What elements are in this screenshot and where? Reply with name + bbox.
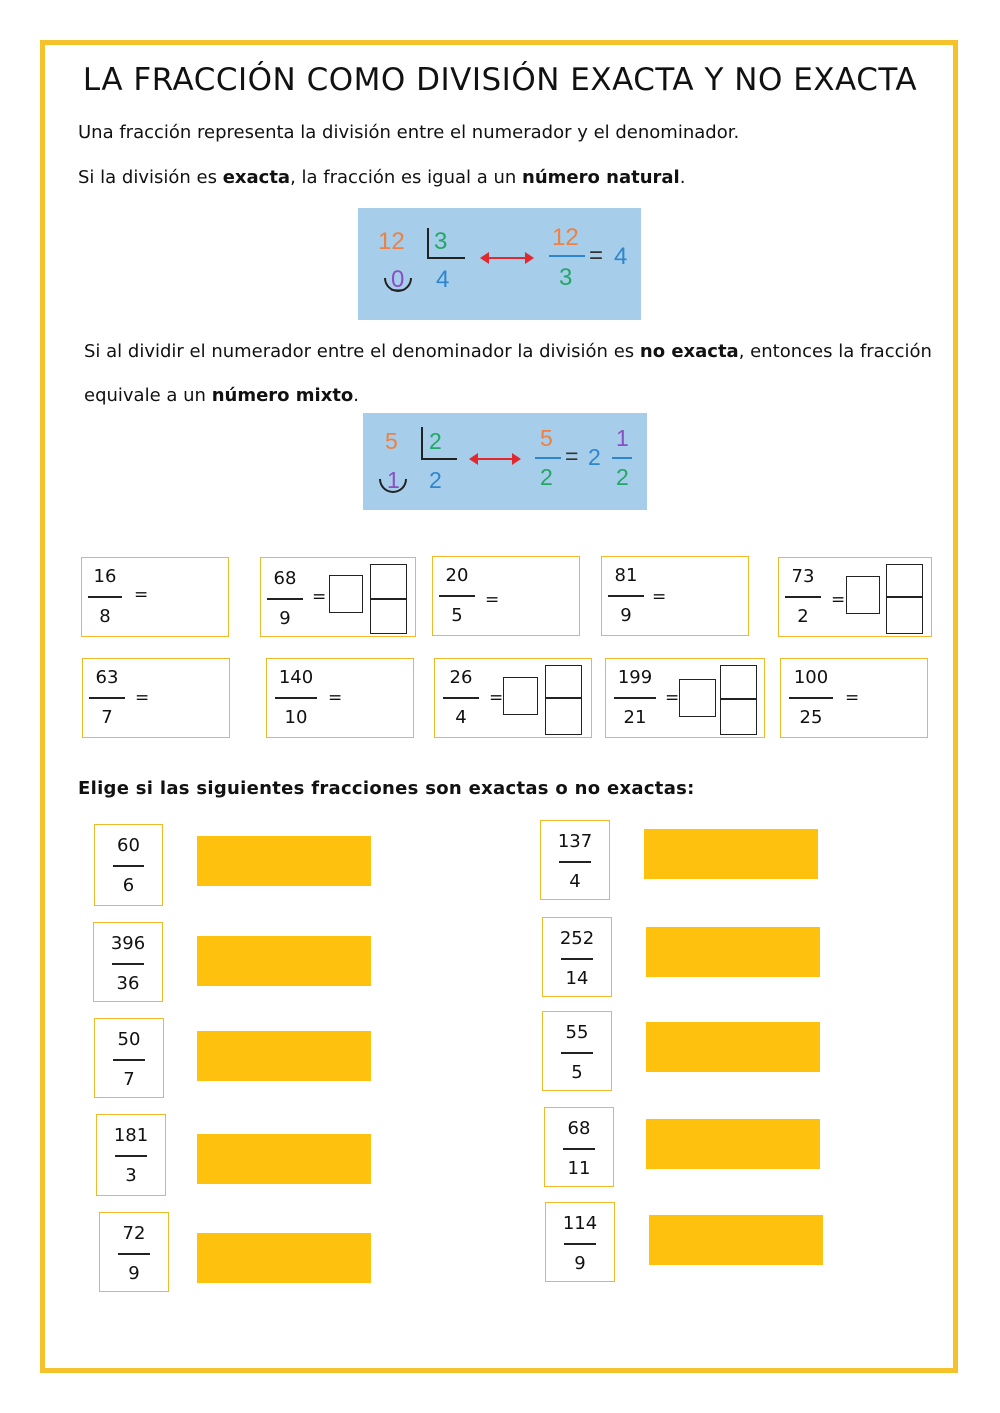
exact-choice-dropdown[interactable] <box>197 1233 371 1283</box>
numerator: 20 <box>445 565 469 586</box>
whole-number-input[interactable] <box>846 576 880 614</box>
exercise-card <box>778 557 932 637</box>
numerator: 16 <box>93 566 117 587</box>
denominator: 4 <box>569 870 581 892</box>
denominator: 5 <box>571 1061 583 1083</box>
exercise-card <box>780 658 928 738</box>
denominator: 11 <box>567 1157 591 1179</box>
numerator: 50 <box>117 1029 141 1050</box>
numerator: 68 <box>567 1118 591 1139</box>
denominator: 9 <box>574 1252 586 1274</box>
numerator: 73 <box>791 566 815 587</box>
equals-sign: = <box>652 587 667 607</box>
denominator: 25 <box>799 706 823 728</box>
exercise-card <box>605 658 765 738</box>
denominator: 6 <box>122 874 135 896</box>
page-title: LA FRACCIÓN COMO DIVISIÓN EXACTA Y NO EXACTA <box>82 62 918 98</box>
denominator: 8 <box>99 605 111 627</box>
denominator: 9 <box>128 1262 140 1284</box>
choice-fraction-card <box>542 917 612 997</box>
exact-choice-dropdown[interactable] <box>197 1134 371 1184</box>
exercise-card <box>260 557 416 637</box>
numerator: 72 <box>122 1223 146 1244</box>
choice-fraction-card <box>94 824 163 906</box>
denominator: 4 <box>455 706 467 728</box>
equals-sign: = <box>135 688 150 708</box>
fraction-input[interactable] <box>886 564 923 634</box>
exact-choice-dropdown[interactable] <box>644 829 818 879</box>
choice-fraction-card <box>544 1107 614 1187</box>
equals-sign: = <box>845 688 860 708</box>
whole-number-input[interactable] <box>503 677 538 715</box>
example-exact-division: 12 3 0 4 12 3 = 4 <box>358 208 641 320</box>
exercise-card <box>266 658 414 738</box>
choice-fraction-card <box>540 820 610 900</box>
denominator: 10 <box>284 706 308 728</box>
intro-line-1: Una fracción representa la división entre el numerador y el denominador. <box>78 122 740 143</box>
equals-sign: = <box>831 590 846 610</box>
instruction: Elige si las siguientes fracciones son exactas o no exactas: <box>78 778 695 799</box>
numerator: 137 <box>557 831 593 852</box>
equals-sign: = <box>665 688 680 708</box>
exact-choice-dropdown[interactable] <box>197 1031 371 1081</box>
exercise-card <box>82 658 230 738</box>
numerator: 100 <box>793 667 829 688</box>
numerator: 181 <box>113 1125 149 1146</box>
intro-line-4: equivale a un número mixto. <box>84 385 360 406</box>
exact-choice-dropdown[interactable] <box>646 1022 820 1072</box>
denominator: 36 <box>116 972 140 994</box>
denominator: 21 <box>623 706 647 728</box>
denominator: 5 <box>451 604 463 626</box>
exercise-card <box>434 658 592 738</box>
denominator: 7 <box>123 1068 135 1090</box>
numerator: 114 <box>562 1213 598 1234</box>
exercise-card <box>601 556 749 636</box>
exact-choice-dropdown[interactable] <box>646 1119 820 1169</box>
numerator: 396 <box>110 933 146 954</box>
choice-fraction-card <box>94 1018 164 1098</box>
choice-fraction-card <box>93 922 163 1002</box>
intro-line-2: Si la división es exacta, la fracción es igual a un número natural. <box>78 167 686 188</box>
whole-number-input[interactable] <box>679 679 716 717</box>
denominator: 7 <box>101 706 113 728</box>
numerator: 252 <box>559 928 595 949</box>
denominator: 14 <box>565 967 589 989</box>
exact-choice-dropdown[interactable] <box>649 1215 823 1265</box>
equals-sign: = <box>485 590 500 610</box>
numerator: 55 <box>565 1022 589 1043</box>
numerator: 63 <box>95 667 119 688</box>
choice-fraction-card <box>99 1212 169 1292</box>
denominator: 3 <box>125 1164 137 1186</box>
choice-fraction-card <box>96 1114 166 1196</box>
denominator: 2 <box>797 605 809 627</box>
exact-choice-dropdown[interactable] <box>197 836 371 886</box>
fraction-input[interactable] <box>720 665 757 735</box>
exercise-card <box>81 557 229 637</box>
equals-sign: = <box>134 585 149 605</box>
numerator: 68 <box>273 568 297 589</box>
fraction-input[interactable] <box>545 665 582 735</box>
numerator: 199 <box>617 667 653 688</box>
example-mixed-number: 5 2 1 2 5 2 = 2 1 2 <box>363 413 647 510</box>
exact-choice-dropdown[interactable] <box>646 927 820 977</box>
intro-line-3: Si al dividir el numerador entre el denominador la división es no exacta, entonces la fracción <box>84 341 932 362</box>
numerator: 81 <box>614 565 638 586</box>
numerator: 60 <box>117 835 140 856</box>
numerator: 140 <box>278 667 314 688</box>
denominator: 9 <box>620 604 632 626</box>
whole-number-input[interactable] <box>329 575 363 613</box>
numerator: 26 <box>449 667 473 688</box>
choice-fraction-card <box>545 1202 615 1282</box>
choice-fraction-card <box>542 1011 612 1091</box>
exercise-card <box>432 556 580 636</box>
exact-choice-dropdown[interactable] <box>197 936 371 986</box>
equals-sign: = <box>489 688 504 708</box>
denominator: 9 <box>279 607 291 629</box>
equals-sign: = <box>328 688 343 708</box>
equals-sign: = <box>312 587 327 607</box>
